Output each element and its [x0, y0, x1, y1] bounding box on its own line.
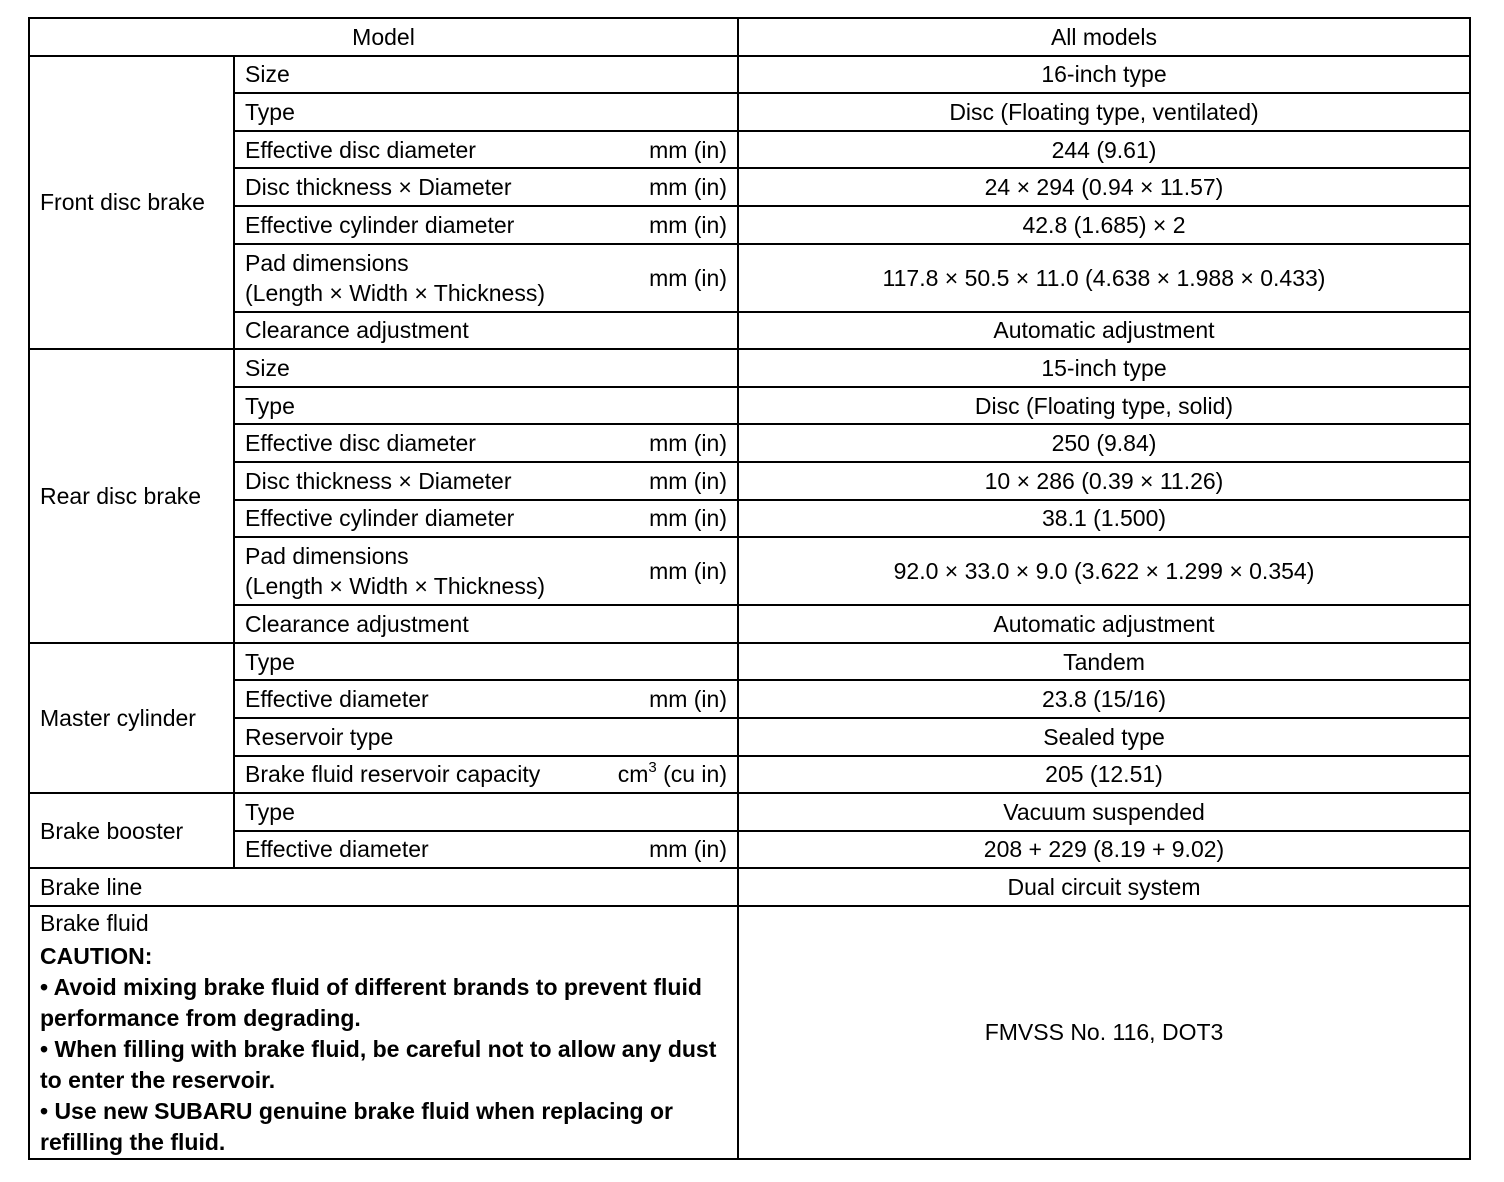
rear-pad-dimensions-unit: mm (in): [649, 558, 727, 585]
rear-clearance-adjustment-value: Automatic adjustment: [738, 605, 1470, 643]
model-header: Model: [29, 18, 738, 56]
rear-effective-cylinder-diameter-unit: mm (in): [649, 505, 727, 532]
front-effective-cylinder-diameter-unit: mm (in): [649, 211, 727, 238]
front-disc-brake-group: Front disc brake: [29, 56, 234, 350]
table-row: [29, 605, 1470, 643]
rear-effective-disc-diameter-label: Effective disc diameter: [245, 430, 476, 457]
rear-size-value: 15-inch type: [738, 349, 1470, 387]
reservoir-capacity-label: Brake fluid reservoir capacity: [245, 761, 541, 788]
table-row: [29, 680, 1470, 718]
booster-type-value: Vacuum suspended: [738, 793, 1470, 831]
front-pad-dimensions-label-line1: Pad dimensions: [245, 249, 409, 276]
rear-pad-dimensions-label-line1: Pad dimensions: [245, 543, 409, 570]
table-row: [29, 500, 1470, 538]
front-disc-thickness-value: 24 × 294 (0.94 × 11.57): [738, 168, 1470, 206]
rear-size-label: Size: [234, 349, 738, 387]
header-row: [29, 18, 1470, 56]
rear-pad-dimensions-cell: [234, 537, 738, 605]
caution-bullet: • When filling with brake fluid, be careful not to allow any dust to enter the reservoir.: [40, 1035, 717, 1093]
reservoir-capacity-unit: [608, 759, 727, 789]
table-row: [29, 718, 1470, 756]
front-disc-thickness-cell: [234, 168, 738, 206]
rear-pad-dimensions-label-line2: (Length × Width × Thickness): [245, 573, 545, 600]
table-row: [29, 643, 1470, 681]
brake-fluid-cell: [29, 906, 738, 1159]
booster-effective-diameter-cell: [234, 831, 738, 869]
master-type-value: Tandem: [738, 643, 1470, 681]
table-row: [29, 168, 1470, 206]
front-effective-disc-diameter-cell: [234, 131, 738, 169]
brake-specifications-table: [28, 17, 1471, 1160]
rear-pad-dimensions-value: 92.0 × 33.0 × 9.0 (3.622 × 1.299 × 0.354): [738, 537, 1470, 605]
caution-bullet: • Use new SUBARU genuine brake fluid when replacing or refilling the fluid.: [40, 1097, 673, 1155]
master-effective-diameter-cell: [234, 680, 738, 718]
table-row: [29, 206, 1470, 244]
brake-line-value: Dual circuit system: [738, 868, 1470, 906]
rear-effective-disc-diameter-value: 250 (9.84): [738, 424, 1470, 462]
master-effective-diameter-unit: mm (in): [649, 686, 727, 713]
reservoir-type-label: Reservoir type: [234, 718, 738, 756]
rear-disc-brake-group: Rear disc brake: [29, 349, 234, 643]
front-clearance-adjustment-label: Clearance adjustment: [234, 312, 738, 350]
booster-effective-diameter-unit: mm (in): [649, 836, 727, 863]
caution-bullet: • Avoid mixing brake fluid of different brands to prevent fluid performance from degrading.: [40, 973, 702, 1031]
rear-disc-thickness-label: Disc thickness × Diameter: [245, 467, 512, 494]
front-disc-thickness-unit: mm (in): [649, 174, 727, 201]
brake-fluid-value: FMVSS No. 116, DOT3: [738, 906, 1470, 1159]
front-effective-disc-diameter-label: Effective disc diameter: [245, 136, 476, 163]
table-row: [29, 793, 1470, 831]
front-type-value: Disc (Floating type, ventilated): [738, 93, 1470, 131]
front-pad-dimensions-cell: [234, 244, 738, 312]
front-pad-dimensions-value: 117.8 × 50.5 × 11.0 (4.638 × 1.988 × 0.433): [738, 244, 1470, 312]
rear-effective-disc-diameter-cell: [234, 424, 738, 462]
front-effective-cylinder-diameter-value: 42.8 (1.685) × 2: [738, 206, 1470, 244]
brake-booster-group: Brake booster: [29, 793, 234, 868]
table-row: [29, 312, 1470, 350]
unit-superscript: 3: [648, 758, 657, 776]
brake-fluid-label: Brake fluid: [40, 909, 149, 936]
front-clearance-adjustment-value: Automatic adjustment: [738, 312, 1470, 350]
reservoir-type-value: Sealed type: [738, 718, 1470, 756]
front-effective-cylinder-diameter-label: Effective cylinder diameter: [245, 211, 515, 238]
front-pad-dimensions-unit: mm (in): [649, 264, 727, 291]
table-row: [29, 244, 1470, 312]
rear-clearance-adjustment-label: Clearance adjustment: [234, 605, 738, 643]
table-row: [29, 868, 1470, 906]
front-disc-thickness-label: Disc thickness × Diameter: [245, 174, 512, 201]
rear-disc-thickness-cell: [234, 462, 738, 500]
rear-effective-cylinder-diameter-cell: [234, 500, 738, 538]
front-effective-disc-diameter-value: 244 (9.61): [738, 131, 1470, 169]
front-size-value: 16-inch type: [738, 56, 1470, 94]
table-row: [29, 537, 1470, 605]
master-type-label: Type: [234, 643, 738, 681]
all-models-header: All models: [738, 18, 1470, 56]
rear-effective-disc-diameter-unit: mm (in): [649, 430, 727, 457]
table-row: [29, 831, 1470, 869]
unit-rest: (cu in): [656, 761, 727, 788]
table-row: [29, 131, 1470, 169]
front-effective-cylinder-diameter-cell: [234, 206, 738, 244]
table-row: [29, 424, 1470, 462]
table-row: [29, 56, 1470, 94]
table-row: [29, 387, 1470, 425]
reservoir-capacity-value: 205 (12.51): [738, 756, 1470, 794]
front-effective-disc-diameter-unit: mm (in): [649, 136, 727, 163]
master-cylinder-group: Master cylinder: [29, 643, 234, 793]
table-row: [29, 93, 1470, 131]
front-size-label: Size: [234, 56, 738, 94]
table-row: [29, 462, 1470, 500]
booster-effective-diameter-value: 208 + 229 (8.19 + 9.02): [738, 831, 1470, 869]
rear-effective-cylinder-diameter-label: Effective cylinder diameter: [245, 505, 515, 532]
caution-title: CAUTION:: [40, 942, 153, 969]
table-row: [29, 349, 1470, 387]
rear-disc-thickness-value: 10 × 286 (0.39 × 11.26): [738, 462, 1470, 500]
master-effective-diameter-value: 23.8 (15/16): [738, 680, 1470, 718]
reservoir-capacity-cell: [234, 756, 738, 794]
table-row: [29, 756, 1470, 794]
front-pad-dimensions-label-line2: (Length × Width × Thickness): [245, 279, 545, 306]
front-type-label: Type: [234, 93, 738, 131]
unit-base: cm: [617, 761, 649, 788]
rear-disc-thickness-unit: mm (in): [649, 467, 727, 494]
rear-type-value: Disc (Floating type, solid): [738, 387, 1470, 425]
brake-line-label: Brake line: [29, 868, 738, 906]
rear-effective-cylinder-diameter-value: 38.1 (1.500): [738, 500, 1470, 538]
table-row: [29, 906, 1470, 1159]
booster-type-label: Type: [234, 793, 738, 831]
rear-type-label: Type: [234, 387, 738, 425]
master-effective-diameter-label: Effective diameter: [245, 686, 429, 713]
booster-effective-diameter-label: Effective diameter: [245, 836, 429, 863]
